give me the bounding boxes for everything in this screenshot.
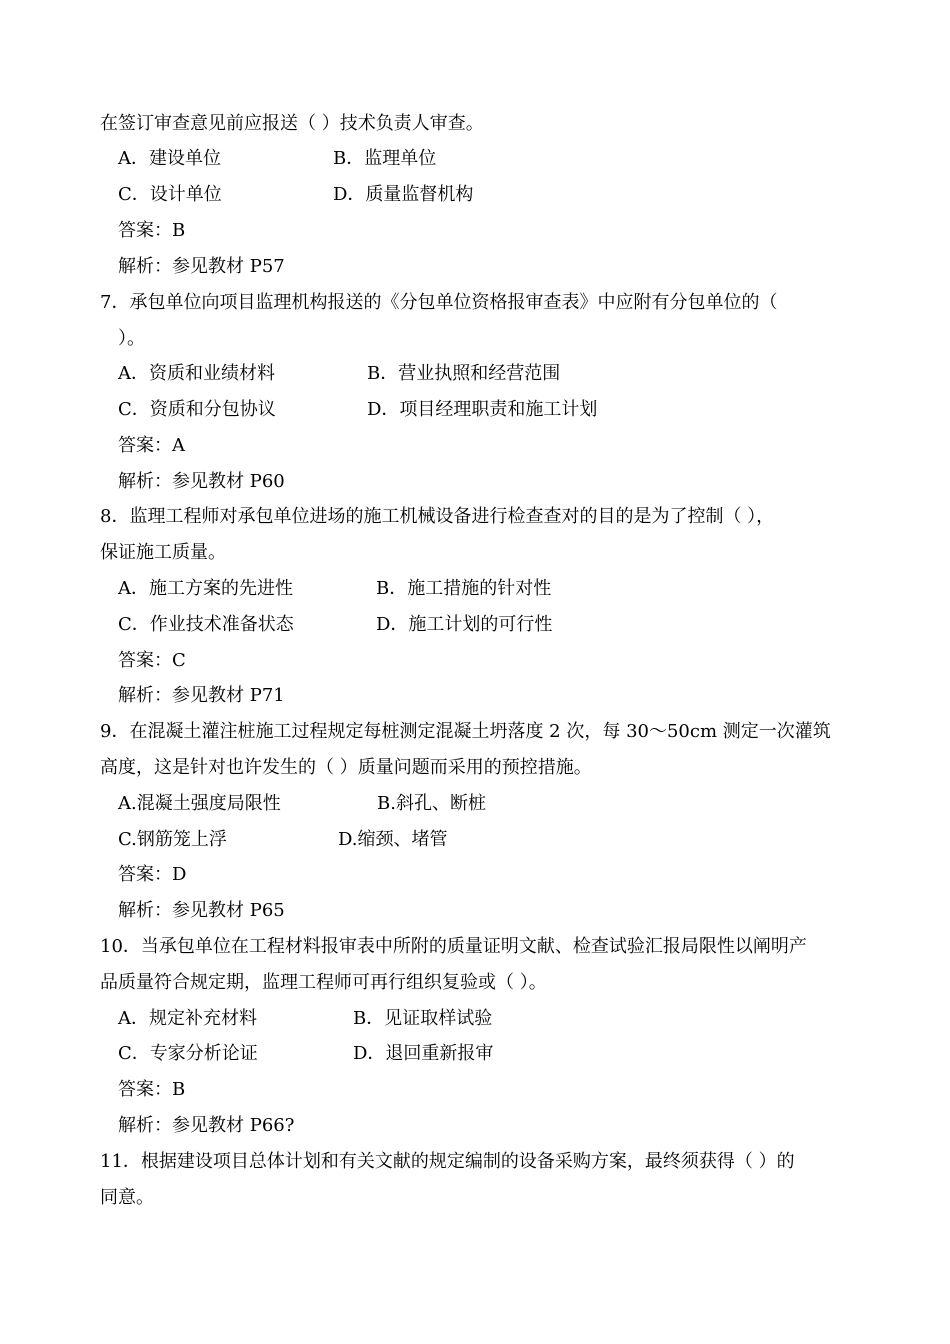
answer: 答案：B xyxy=(118,220,186,241)
question-8-stem-continued: 保证施工质量。 xyxy=(100,542,226,563)
option-b: B．营业执照和经营范围 xyxy=(367,363,561,384)
option-a: A．规定补充材料 xyxy=(118,1008,257,1029)
option-c: C.钢筋笼上浮 xyxy=(118,829,227,850)
option-a: A．资质和业绩材料 xyxy=(118,363,275,384)
option-d: D．施工计划的可行性 xyxy=(376,614,553,635)
option-b: B．见证取样试验 xyxy=(353,1008,493,1029)
question-9-stem: 9．在混凝土灌注桩施工过程规定每桩测定混凝土坍落度 2 次，每 30～50cm 测定一次灌筑 xyxy=(100,721,831,742)
question-11-stem: 11．根据建设项目总体计划和有关文献的规定编制的设备采购方案，最终须获得（ ）的 xyxy=(100,1151,795,1172)
explanation: 解析：参见教材 P65 xyxy=(118,900,285,921)
option-a: A.混凝土强度局限性 xyxy=(118,793,281,814)
option-b: B．施工措施的针对性 xyxy=(376,578,552,599)
answer: 答案：A xyxy=(118,435,185,456)
question-8-stem: 8．监理工程师对承包单位进场的施工机械设备进行检查查对的目的是为了控制（ ）， xyxy=(100,506,775,527)
question-9-stem-continued: 高度，这是针对也许发生的（ ）质量问题而采用的预控措施。 xyxy=(100,757,592,778)
option-a: A．施工方案的先进性 xyxy=(118,578,293,599)
option-c: C．设计单位 xyxy=(118,184,222,205)
answer: 答案：D xyxy=(118,864,187,885)
question-6-stem-end: 在签订审查意见前应报送（ ）技术负责人审查。 xyxy=(100,113,484,134)
question-7-stem-continued: ）。 xyxy=(118,328,145,349)
question-7-stem: 7．承包单位向项目监理机构报送的《分包单位资格报审查表》中应附有分包单位的（ xyxy=(100,292,778,313)
question-10-stem-continued: 品质量符合规定期，监理工程师可再行组织复验或（ ）。 xyxy=(100,972,547,993)
option-a: A．建设单位 xyxy=(118,148,221,169)
explanation: 解析：参见教材 P66? xyxy=(118,1115,295,1136)
explanation: 解析：参见教材 P71 xyxy=(118,685,285,706)
option-d: D.缩颈、堵管 xyxy=(338,829,448,850)
explanation: 解析：参见教材 P60 xyxy=(118,471,285,492)
option-d: D．项目经理职责和施工计划 xyxy=(367,399,598,420)
answer: 答案：B xyxy=(118,1079,186,1100)
option-d: D．退回重新报审 xyxy=(353,1043,494,1064)
explanation: 解析：参见教材 P57 xyxy=(118,256,285,277)
option-b: B．监理单位 xyxy=(333,148,437,169)
question-11-stem-continued: 同意。 xyxy=(100,1187,154,1208)
option-b: B.斜孔、断桩 xyxy=(377,793,486,814)
option-c: C．作业技术准备状态 xyxy=(118,614,294,635)
option-c: C．资质和分包协议 xyxy=(118,399,276,420)
option-d: D．质量监督机构 xyxy=(333,184,474,205)
question-10-stem: 10．当承包单位在工程材料报审表中所附的质量证明文献、检查试验汇报局限性以阐明产 xyxy=(100,936,807,957)
answer: 答案：C xyxy=(118,650,186,671)
option-c: C．专家分析论证 xyxy=(118,1043,258,1064)
